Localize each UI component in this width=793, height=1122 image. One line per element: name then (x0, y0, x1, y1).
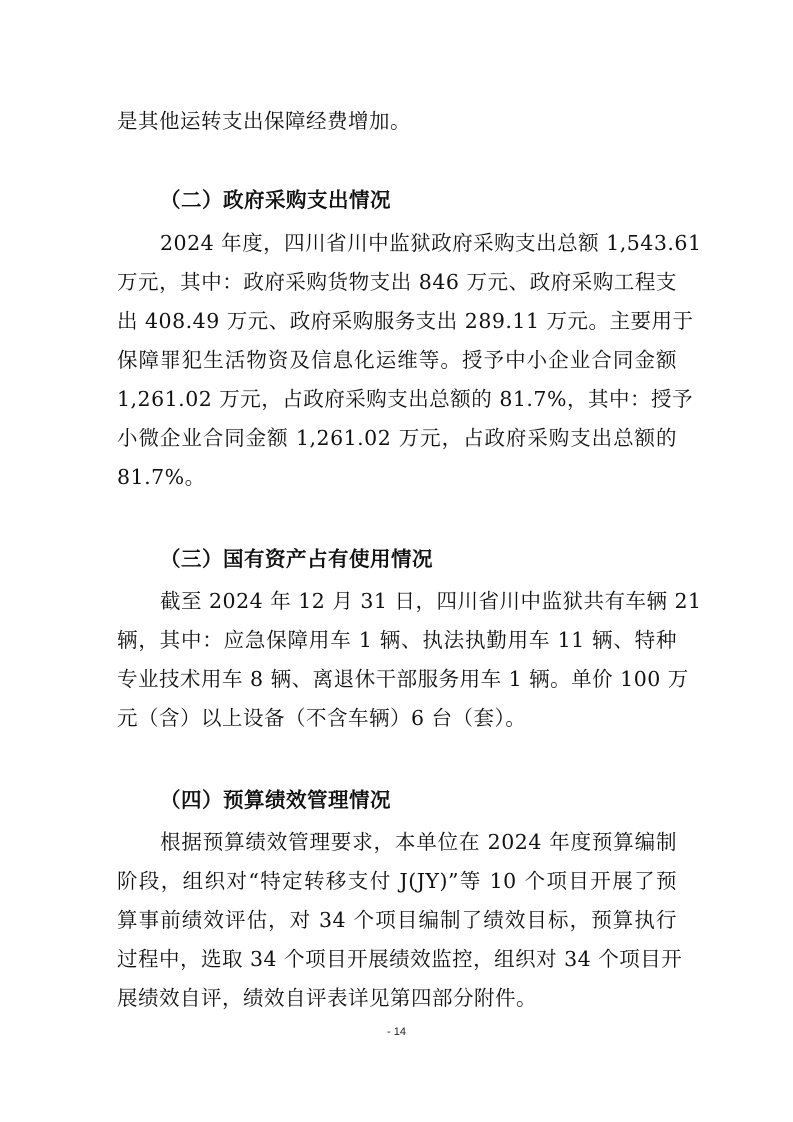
page-number: - 14 (387, 1026, 406, 1038)
section-heading-performance: （四）预算绩效管理情况 (160, 788, 391, 812)
paragraph-line: 小微企业合同金额 1,261.02 万元，占政府采购支出总额的 (117, 426, 677, 450)
paragraph-line: 展绩效自评，绩效自评表详见第四部分附件。 (117, 986, 537, 1010)
paragraph-line: 过程中，选取 34 个项目开展绩效监控，组织对 34 个项目开 (117, 947, 683, 971)
section-heading-procurement: （二）政府采购支出情况 (160, 188, 391, 212)
paragraph-line: 算事前绩效评估，对 34 个项目编制了绩效目标，预算执行 (117, 908, 677, 932)
paragraph-line: 万元，其中：政府采购货物支出 846 万元、政府采购工程支 (117, 270, 677, 294)
paragraph-line: 根据预算绩效管理要求，本单位在 2024 年度预算编制 (160, 830, 677, 854)
paragraph-line: 辆，其中：应急保障用车 1 辆、执法执勤用车 11 辆、特种 (117, 628, 677, 652)
paragraph-line: 专业技术用车 8 辆、离退休干部服务用车 1 辆。单价 100 万 (117, 667, 689, 691)
paragraph-line: 出 408.49 万元、政府采购服务支出 289.11 万元。主要用于 (117, 309, 694, 333)
paragraph-line: 是其他运转支出保障经费增加。 (117, 109, 411, 133)
section-heading-assets: （三）国有资产占有使用情况 (160, 547, 433, 571)
paragraph-line: 阶段，组织对“特定转移支付 J(JY)”等 10 个项目开展了预 (117, 869, 677, 893)
paragraph-line: 1,261.02 万元，占政府采购支出总额的 81.7%，其中：授予 (117, 387, 693, 411)
paragraph-line: 81.7%。 (117, 465, 206, 489)
paragraph-line: 截至 2024 年 12 月 31 日，四川省川中监狱共有车辆 21 (160, 589, 702, 613)
paragraph-line: 元（含）以上设备（不含车辆）6 台（套）。 (117, 706, 527, 730)
paragraph-line: 2024 年度，四川省川中监狱政府采购支出总额 1,543.61 (160, 231, 702, 255)
paragraph-line: 保障罪犯生活物资及信息化运维等。授予中小企业合同金额 (117, 348, 677, 372)
